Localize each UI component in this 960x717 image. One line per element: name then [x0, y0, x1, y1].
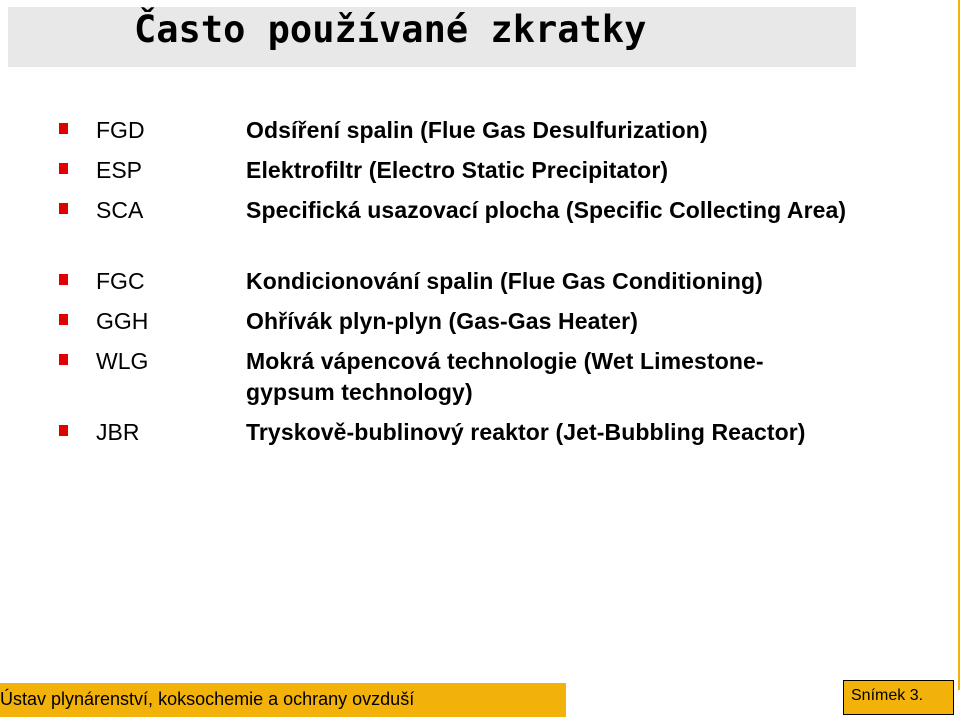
abbreviation-description: Kondicionování spalin (Flue Gas Conditioning): [246, 268, 763, 294]
abbreviation: WLG: [96, 348, 149, 374]
abbreviation: JBR: [96, 419, 140, 445]
abbreviation: FGC: [96, 268, 145, 294]
bullet-square-icon: [59, 314, 68, 325]
bullet-square-icon: [59, 123, 68, 134]
abbreviation-description: Odsíření spalin (Flue Gas Desulfurization): [246, 117, 708, 143]
abbreviation-description: Elektrofiltr (Electro Static Precipitator): [246, 157, 669, 183]
bullet-square-icon: [59, 203, 68, 214]
footer-institute: Ústav plynárenství, koksochemie a ochrany ovzduší: [0, 689, 415, 709]
abbreviation-description: Tryskově-bublinový reaktor (Jet-Bubbling Reactor): [246, 419, 806, 445]
bullet-square-icon: [59, 425, 68, 436]
slide-number: Snímek 3.: [851, 687, 924, 704]
abbreviation: FGD: [96, 117, 145, 143]
bullet-square-icon: [59, 274, 68, 285]
abbreviation-description: Specifická usazovací plocha (Specific Collecting Area): [246, 197, 847, 223]
abbreviation: GGH: [96, 308, 149, 334]
bullet-square-icon: [59, 354, 68, 365]
bullet-square-icon: [59, 163, 68, 174]
abbreviation: ESP: [96, 157, 143, 183]
abbreviation-description: Mokrá vápencová technologie (Wet Limestone-gypsum technology): [246, 348, 764, 405]
slide-title: Často používané zkratky: [134, 8, 647, 51]
abbreviation-description: Ohřívák plyn-plyn (Gas-Gas Heater): [246, 308, 638, 334]
abbreviation: SCA: [96, 197, 144, 223]
